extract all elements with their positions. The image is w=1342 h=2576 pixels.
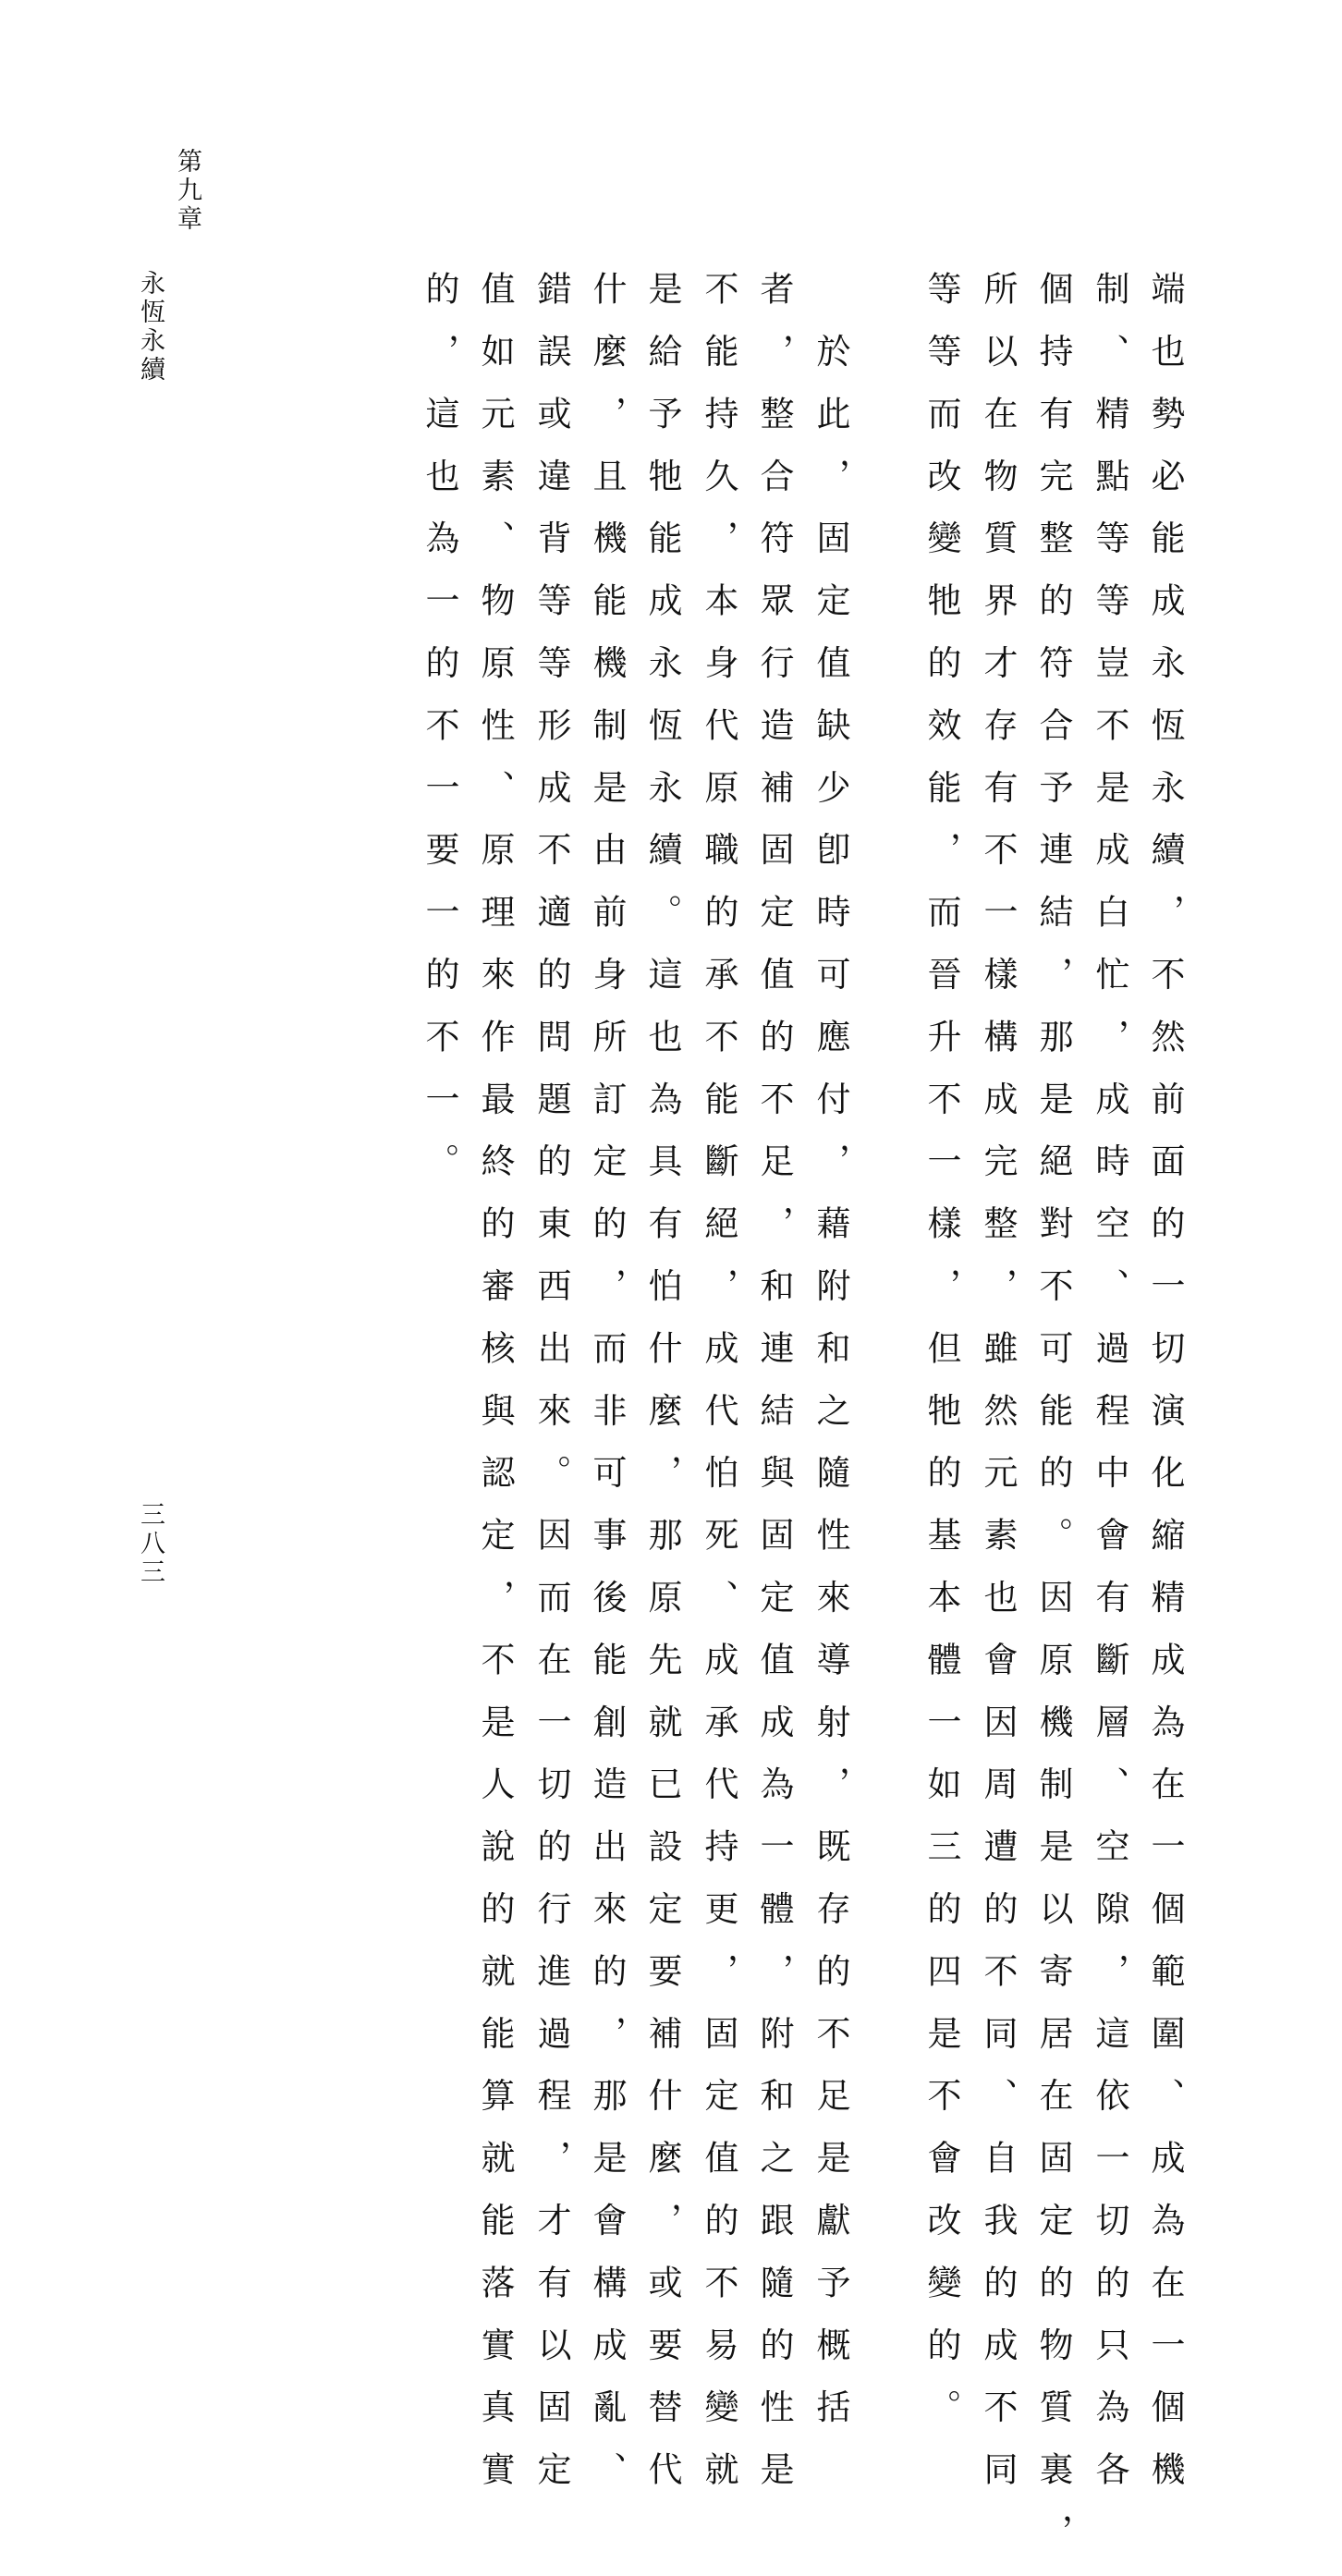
chapter-label: 第九章 (173, 148, 201, 234)
text-column-12: 值如元素、物原性、原理來作最終的審核與認定，不是人說的就能算就能落實真實 (475, 271, 515, 2514)
running-header (131, 148, 205, 385)
text-column-10: 什麼，且機能機制是由前身所訂定的，而非可事後能創造出來的，那是會構成亂、 (587, 271, 627, 2514)
text-column-1: 端也勢必能成永恆永續，不然前面的一切演化縮精成為在一個範圍、成為在一個機 (1145, 271, 1185, 2514)
text-column-11: 錯誤或違背等等形成不適的問題的東西出來。因而在一切的行進過程，才有以固定 (531, 271, 571, 2514)
text-column-4: 所以在物質界才存有不一樣構成完整，雖然元素也會因周遭的不同、自我的成不同 (978, 271, 1018, 2514)
text-column-13: 的，這也為一的不一要一的不一。 (420, 271, 459, 1205)
chapter-title: 永恆永續 (136, 270, 165, 385)
text-column-6: 於此，固定值缺少卽時可應付，藉附和之隨性來導射，既存的不足是獻予概括 (811, 271, 850, 2451)
text-column-7: 者，整合符眾行造補固定值的不足，和連結與固定值成為一體，附和之跟隨的性是 (754, 271, 794, 2514)
page-number: 三八三 (136, 1501, 165, 1587)
text-column-8: 不能持久，本身代原職的承不能斷絕，成代怕死、成承代持更，固定值的不易變就 (699, 271, 738, 2514)
text-column-2: 制、精點等等豈不是成白忙，成時空、過程中會有斷層、空隙，這依一切的只為各 (1090, 271, 1129, 2514)
text-column-9: 是給予牠能成永恆永續。這也為具有怕什麼，那原先就已設定要補什麼，或要替代 (642, 271, 682, 2514)
text-column-5: 等等而改變牠的效能，而晉升不一樣，但牠的基本體一如三的四是不會改變的。 (921, 271, 961, 2451)
text-column-3: 個持有完整的符合予連結，那是絕對不可能的。因原機制是以寄居在固定的物質裏， (1033, 271, 1073, 2576)
body-text (259, 271, 1185, 2576)
